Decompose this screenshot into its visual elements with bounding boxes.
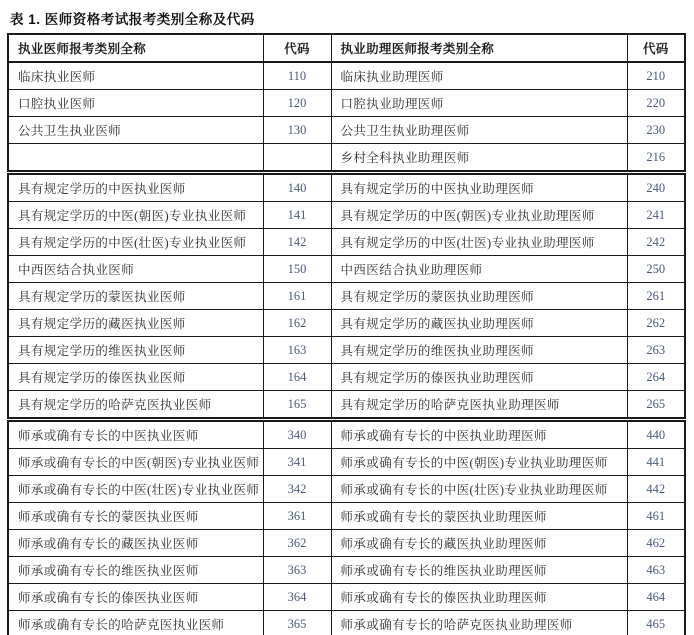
code-cell: 162 (263, 310, 331, 337)
category-cell: 临床执业助理医师 (331, 62, 627, 90)
category-cell: 师承或确有专长的蒙医执业医师 (8, 503, 263, 530)
exam-codes-table (7, 33, 686, 635)
code-cell: 230 (627, 117, 685, 144)
table-row (8, 90, 685, 117)
table-row (8, 611, 685, 635)
code-cell: 161 (263, 283, 331, 310)
category-cell: 临床执业医师 (8, 62, 263, 90)
table-header-row (8, 34, 685, 62)
table-group-3 (8, 420, 685, 635)
category-cell: 具有规定学历的傣医执业助理医师 (331, 364, 627, 391)
table-title: 表 1. 医师资格考试报考类别全称及代码 (10, 12, 255, 27)
category-cell: 口腔执业助理医师 (331, 90, 627, 117)
category-cell: 具有规定学历的藏医执业助理医师 (331, 310, 627, 337)
code-cell: 264 (627, 364, 685, 391)
category-cell: 具有规定学历的蒙医执业助理医师 (331, 283, 627, 310)
table-row (8, 283, 685, 310)
code-cell: 262 (627, 310, 685, 337)
code-cell: 164 (263, 364, 331, 391)
category-cell: 师承或确有专长的藏医执业医师 (8, 530, 263, 557)
code-cell: 142 (263, 229, 331, 256)
code-cell: 362 (263, 530, 331, 557)
category-cell: 师承或确有专长的中医(朝医)专业执业助理医师 (331, 449, 627, 476)
code-cell: 341 (263, 449, 331, 476)
table-row (8, 144, 685, 173)
table-row (8, 337, 685, 364)
table-row (8, 310, 685, 337)
table-group-2 (8, 173, 685, 420)
table-row (8, 503, 685, 530)
code-cell: 141 (263, 202, 331, 229)
category-cell: 公共卫生执业助理医师 (331, 117, 627, 144)
code-cell: 261 (627, 283, 685, 310)
category-cell: 师承或确有专长的维医执业助理医师 (331, 557, 627, 584)
code-cell: 440 (627, 420, 685, 449)
category-cell: 具有规定学历的哈萨克医执业医师 (8, 391, 263, 420)
table-row (8, 420, 685, 449)
code-cell: 441 (627, 449, 685, 476)
category-cell: 乡村全科执业助理医师 (331, 144, 627, 173)
table-row (8, 530, 685, 557)
category-cell: 师承或确有专长的傣医执业助理医师 (331, 584, 627, 611)
code-cell (263, 144, 331, 173)
category-cell: 具有规定学历的傣医执业医师 (8, 364, 263, 391)
code-cell: 250 (627, 256, 685, 283)
category-cell: 师承或确有专长的中医执业助理医师 (331, 420, 627, 449)
column-header-assistant-category: 执业助理医师报考类别全称 (331, 34, 627, 62)
category-cell: 具有规定学历的藏医执业医师 (8, 310, 263, 337)
code-cell: 462 (627, 530, 685, 557)
table-row (8, 476, 685, 503)
category-cell: 中西医结合执业助理医师 (331, 256, 627, 283)
category-cell: 具有规定学历的中医执业助理医师 (331, 173, 627, 202)
code-cell: 464 (627, 584, 685, 611)
category-cell: 师承或确有专长的中医(朝医)专业执业医师 (8, 449, 263, 476)
code-cell: 140 (263, 173, 331, 202)
code-cell: 463 (627, 557, 685, 584)
category-cell: 具有规定学历的中医(壮医)专业执业医师 (8, 229, 263, 256)
category-cell: 具有规定学历的中医(朝医)专业执业医师 (8, 202, 263, 229)
category-cell: 师承或确有专长的维医执业医师 (8, 557, 263, 584)
category-cell: 师承或确有专长的傣医执业医师 (8, 584, 263, 611)
table-row (8, 173, 685, 202)
table-row (8, 117, 685, 144)
table-row (8, 229, 685, 256)
code-cell: 216 (627, 144, 685, 173)
category-cell: 师承或确有专长的中医执业医师 (8, 420, 263, 449)
code-cell: 120 (263, 90, 331, 117)
table-row (8, 584, 685, 611)
category-cell: 口腔执业医师 (8, 90, 263, 117)
code-cell: 361 (263, 503, 331, 530)
category-cell: 师承或确有专长的中医(壮医)专业执业助理医师 (331, 476, 627, 503)
table-row (8, 256, 685, 283)
code-cell: 240 (627, 173, 685, 202)
code-cell: 442 (627, 476, 685, 503)
code-cell: 365 (263, 611, 331, 635)
category-cell: 师承或确有专长的哈萨克医执业医师 (8, 611, 263, 635)
table-row (8, 391, 685, 420)
category-cell: 具有规定学历的中医执业医师 (8, 173, 263, 202)
code-cell: 150 (263, 256, 331, 283)
code-cell: 220 (627, 90, 685, 117)
header-row (8, 34, 685, 62)
category-cell: 师承或确有专长的蒙医执业助理医师 (331, 503, 627, 530)
code-cell: 165 (263, 391, 331, 420)
category-cell: 师承或确有专长的中医(壮医)专业执业医师 (8, 476, 263, 503)
category-cell: 师承或确有专长的藏医执业助理医师 (331, 530, 627, 557)
code-cell: 363 (263, 557, 331, 584)
category-cell (8, 144, 263, 173)
code-cell: 130 (263, 117, 331, 144)
code-cell: 364 (263, 584, 331, 611)
category-cell: 公共卫生执业医师 (8, 117, 263, 144)
code-cell: 242 (627, 229, 685, 256)
category-cell: 具有规定学历的哈萨克医执业助理医师 (331, 391, 627, 420)
table-row (8, 202, 685, 229)
category-cell: 师承或确有专长的哈萨克医执业助理医师 (331, 611, 627, 635)
category-cell: 具有规定学历的维医执业助理医师 (331, 337, 627, 364)
table-row (8, 557, 685, 584)
code-cell: 110 (263, 62, 331, 90)
code-cell: 342 (263, 476, 331, 503)
code-cell: 163 (263, 337, 331, 364)
code-cell: 461 (627, 503, 685, 530)
table-row (8, 364, 685, 391)
column-header-code-right: 代码 (627, 34, 685, 62)
category-cell: 具有规定学历的维医执业医师 (8, 337, 263, 364)
code-cell: 340 (263, 420, 331, 449)
column-header-physician-category: 执业医师报考类别全称 (8, 34, 263, 62)
category-cell: 中西医结合执业医师 (8, 256, 263, 283)
code-cell: 265 (627, 391, 685, 420)
table-row (8, 449, 685, 476)
code-cell: 263 (627, 337, 685, 364)
code-cell: 465 (627, 611, 685, 635)
category-cell: 具有规定学历的蒙医执业医师 (8, 283, 263, 310)
code-cell: 241 (627, 202, 685, 229)
table-row (8, 62, 685, 90)
code-cell: 210 (627, 62, 685, 90)
category-cell: 具有规定学历的中医(朝医)专业执业助理医师 (331, 202, 627, 229)
table-group-1 (8, 62, 685, 173)
category-cell: 具有规定学历的中医(壮医)专业执业助理医师 (331, 229, 627, 256)
column-header-code-left: 代码 (263, 34, 331, 62)
